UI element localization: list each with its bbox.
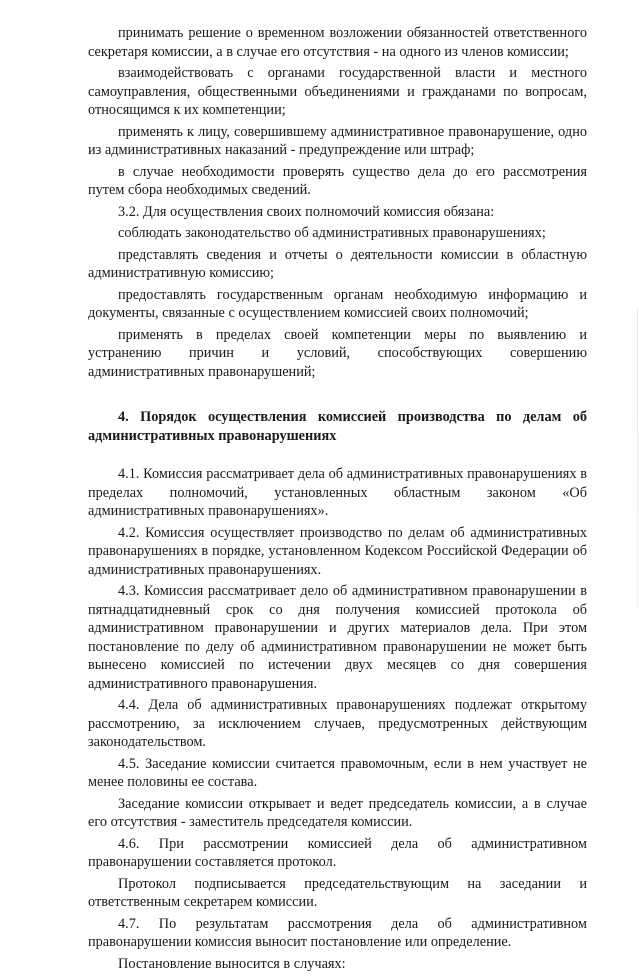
paragraph: соблюдать законодательство об административных правонарушениях; [118, 225, 546, 241]
paragraph: предоставлять государственным органам необходимую информацию и документы, связанные с осуществлением комиссией своих полномочий; [88, 286, 587, 321]
paragraph: 4.6. При рассмотрении комиссией дела об административном правонарушении составляется протокол. [88, 835, 587, 870]
paragraph: принимать решение о временном возложении обязанностей ответственного секретаря комиссии, а в случае его отсутствия - на одного из членов комиссии; [88, 25, 587, 60]
paragraph: 3.2. Для осуществления своих полномочий комиссия обязана: [118, 203, 495, 220]
paragraph: Заседание комиссии открывает и ведет председатель комиссии, а в случае его отсутствия - заместитель председателя комиссии. [88, 795, 587, 830]
paragraph: Постановление выносится в случаях: [118, 955, 346, 972]
section-spacer [88, 384, 587, 408]
paragraph: 4.4. Дела об административных правонарушениях подлежат открытому рассмотрению, за исключением случаев, предусмотренных действующим законодательством. [88, 697, 587, 750]
paragraph: 4.1. Комиссия рассматривает дела об административных правонарушениях в пределах полномочий, установленных областным законом «Об административных правонарушениях». [88, 466, 587, 519]
paragraph: в случае необходимости проверять существо дела до его рассмотрения путем сбора необходимых сведений. [88, 163, 587, 198]
paragraph: 4.5. Заседание комиссии считается правомочным, если в нем участвует не менее половины ее состава. [88, 755, 587, 790]
paragraph: 4.2. Комиссия осуществляет производство по делам об административных правонарушениях в порядке, установленном Кодексом Российской Федерации об административных правонарушениях. [88, 524, 587, 578]
paragraph: 4.3. Комиссия рассматривает дело об административном правонарушении в пятнадцатидневный срок со дня получения комиссией протокола об административном правонарушении и других материалов дела. При этом постановление по делу об административном правонарушении не может быть вынесено комиссией по истечении двух месяцев со дня совершения административного правонарушения. [88, 583, 587, 692]
section-heading: 4. Порядок осуществления комиссией производства по делам об административных правонарушениях [88, 409, 587, 444]
paragraph: представлять сведения и отчеты о деятельности комиссии в областную административную комиссию; [88, 246, 587, 281]
paragraph: взаимодействовать с органами государственной власти и местного самоуправления, общественными объединениями и гражданами по вопросам, относящимся к их компетенции; [88, 65, 587, 118]
scan-edge-shadow [637, 310, 638, 610]
paragraph: Протокол подписывается председательствующим на заседании и ответственным секретарем комиссии. [88, 875, 587, 910]
paragraph: применять в пределах своей компетенции меры по выявлению и устранению причин и условий, способствующих совершению административных правонарушений; [88, 326, 587, 380]
paragraph: 4.7. По результатам рассмотрения дела об административном правонарушении комиссия выносит постановление или определение. [88, 915, 587, 950]
section-spacer [88, 445, 587, 465]
paragraph: применять к лицу, совершившему административное правонарушение, одно из административных наказаний - предупреждение или штраф; [88, 123, 587, 158]
document-body [88, 24, 587, 976]
